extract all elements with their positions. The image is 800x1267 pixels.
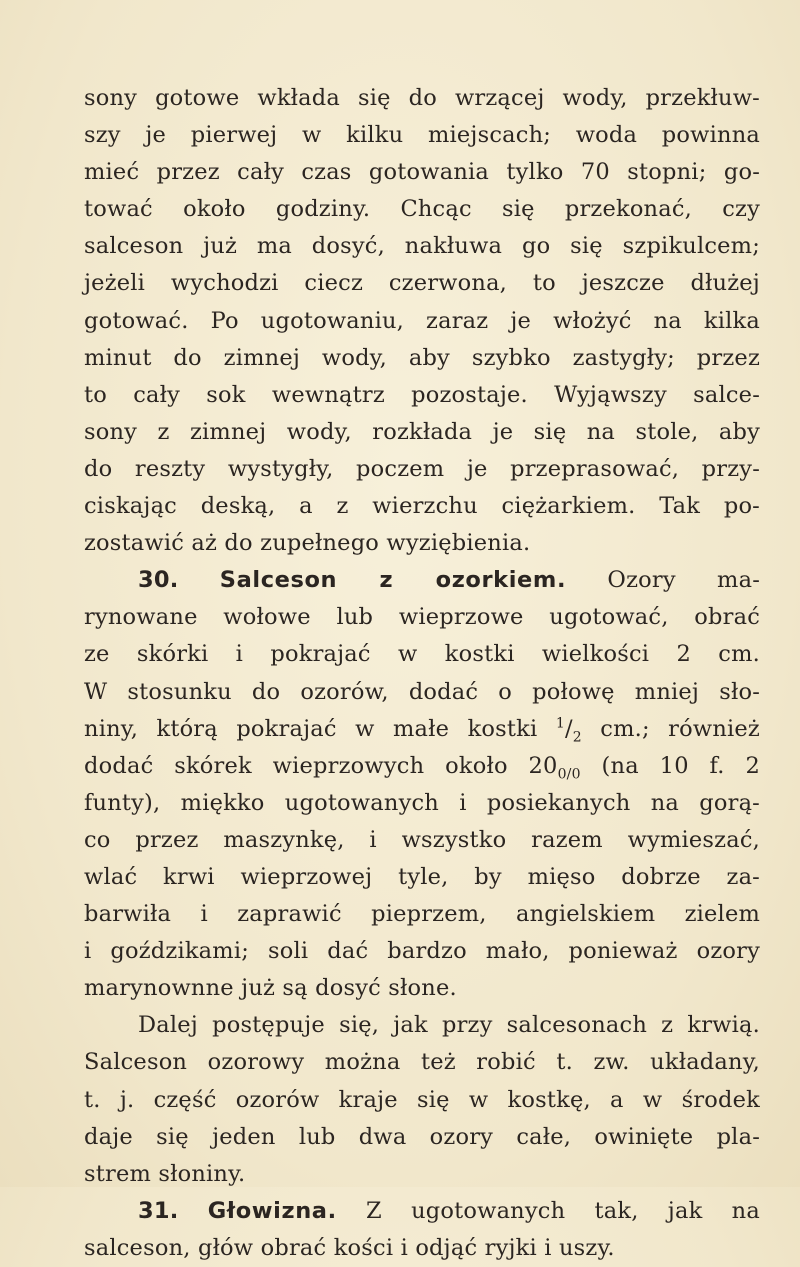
text-line: do reszty wystygły, poczem je przeprasować, przy-	[84, 455, 760, 482]
section-title: Głowizna.	[207, 1197, 337, 1224]
section-number: 31.	[138, 1197, 179, 1224]
text-line: sony z zimnej wody, rozkłada je się na stole, aby	[84, 418, 760, 445]
section-title: Salceson z ozorkiem.	[219, 567, 567, 594]
text-line: strem słoniny.	[84, 1160, 246, 1187]
text-line: zostawić aż do zupełnego wyziębienia.	[84, 530, 531, 557]
text-line: gotować. Po ugotowaniu, zaraz je włożyć na kilka	[84, 307, 760, 334]
text-line: to cały sok wewnątrz pozostaje. Wyjąwszy salce-	[84, 381, 760, 408]
text-fragment: niny, którą pokrajać w małe kostki	[84, 715, 538, 742]
text-line: minut do zimnej wody, aby szybko zastygły; przez	[84, 344, 760, 371]
text-line-percent	[84, 748, 760, 785]
text-line: sony gotowe wkłada się do wrzącej wody, przekłuw-	[84, 85, 760, 111]
text-line: Dalej postępuje się, jak przy salcesonach z krwią.	[138, 1012, 760, 1039]
text-line: marynownne już są dosyć słone.	[84, 975, 457, 1002]
text-line: i goździkami; soli dać bardzo mało, ponieważ ozory	[84, 938, 760, 965]
text-line: t. j. część ozorów kraje się w kostkę, a w środek	[84, 1086, 760, 1113]
text-line: szy je pierwej w kilku miejscach; woda powinna	[84, 122, 760, 149]
section-30-heading-line	[84, 562, 760, 599]
text-line: salceson już ma dosyć, nakłuwa go się szpikulcem;	[84, 233, 760, 260]
fraction: $^1/_2$	[555, 715, 582, 746]
text-fragment: (na 10 f. 2	[601, 752, 760, 779]
text-fragment: Z ugotowanych tak, jak na	[366, 1197, 760, 1224]
text-line: co przez maszynkę, i wszystko razem wymieszać,	[84, 826, 760, 853]
text-line: tować około godziny. Chcąc się przekonać, czy	[84, 196, 760, 223]
text-line: salceson, głów obrać kości i odjąć ryjki i uszy.	[84, 1234, 615, 1261]
text-line: W stosunku do ozorów, dodać o połowę mniej sło-	[84, 678, 760, 705]
text-line: daje się jeden lub dwa ozory całe, owinięte pla-	[84, 1123, 760, 1150]
percent-value: $20_{0/0}$	[528, 752, 581, 783]
text-line: mieć przez cały czas gotowania tylko 70 stopni; go-	[84, 159, 760, 186]
text-line: rynowane wołowe lub wieprzowe ugotować, obrać	[84, 604, 760, 631]
text-fragment: dodać skórek wieprzowych około	[84, 752, 508, 779]
text-line: ciskając deską, a z wierzchu ciężarkiem. Tak po-	[84, 493, 760, 520]
text-line: Salceson ozorowy można też robić t. zw. układany,	[84, 1049, 760, 1076]
text-line: funty), miękko ugotowanych i posiekanych na gorą-	[84, 789, 760, 816]
text-line: ze skórki i pokrajać w kostki wielkości 2 cm.	[84, 641, 760, 668]
text-line: barwiła i zaprawić pieprzem, angielskiem zielem	[84, 901, 760, 928]
text-line-fraction	[84, 711, 760, 748]
section-number: 30.	[138, 567, 179, 594]
text-fragment: Ozory ma-	[607, 567, 761, 594]
text-line: jeżeli wychodzi ciecz czerwona, to jeszcze dłużej	[84, 270, 760, 297]
text-fragment: cm.; również	[600, 715, 760, 742]
document-page	[84, 80, 760, 1267]
section-31-heading-line	[84, 1193, 760, 1230]
text-line: wlać krwi wieprzowej tyle, by mięso dobrze za-	[84, 863, 760, 890]
